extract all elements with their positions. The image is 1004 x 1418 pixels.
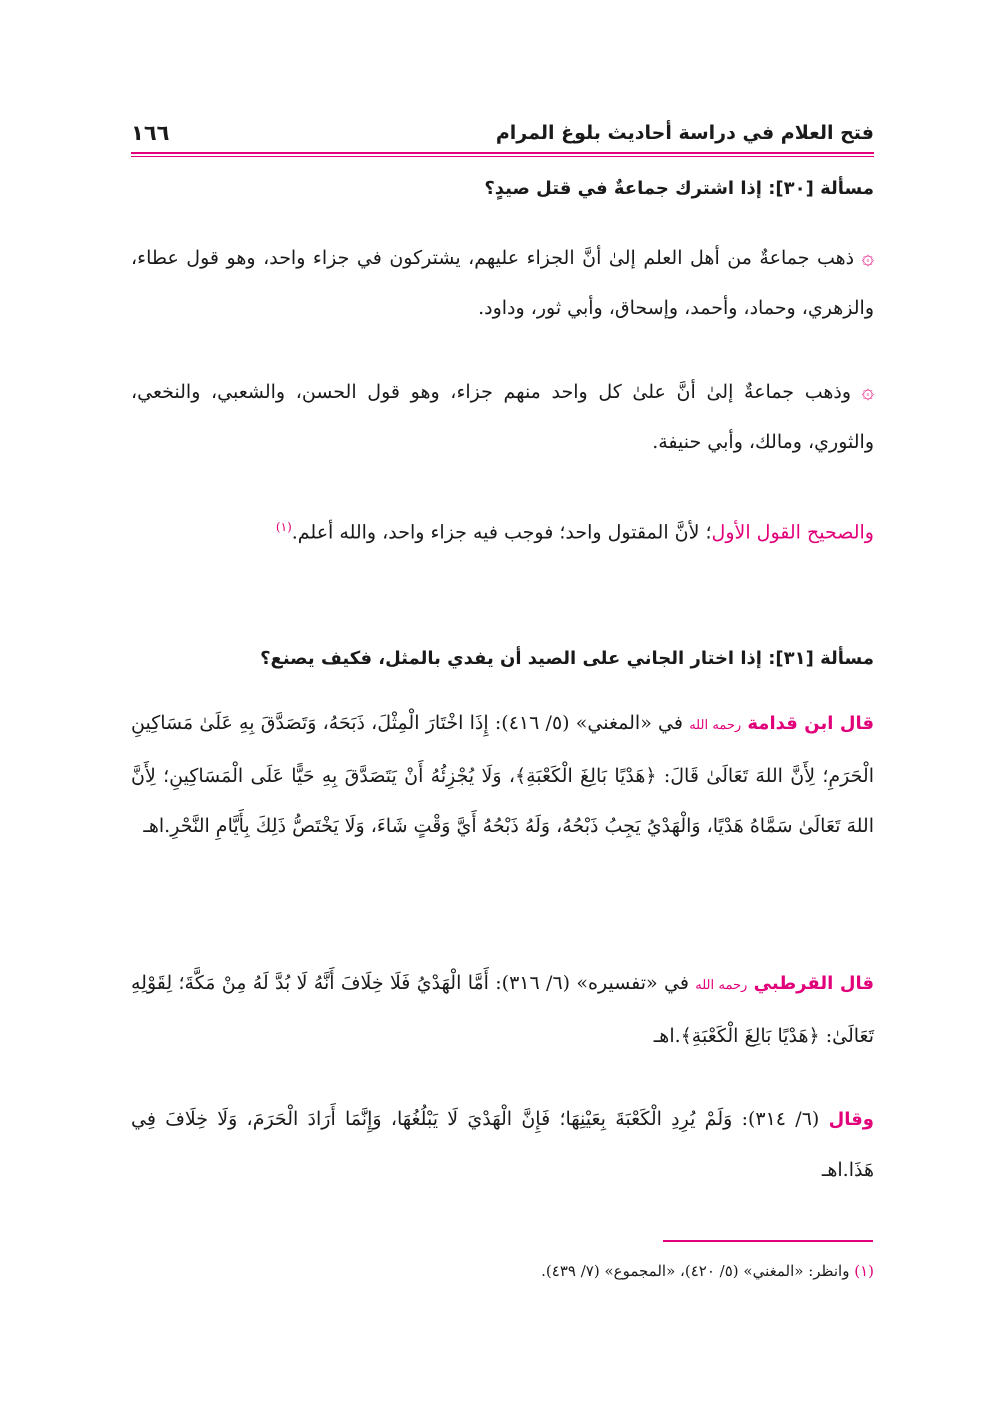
header-rule-thick — [131, 152, 874, 154]
footnote-reference: (١) — [275, 520, 292, 534]
ibn-qudama-quote: في «المغني» (٥/ ٤١٦): إِذَا اخْتَارَ الْمِثْلَ، ذَبَحَهُ، وَتَصَدَّقَ بِهِ عَلَىٰ مَسَاكِينِ الْحَرَمِ؛ لِأَنَّ اللهَ تَعَالَىٰ قَالَ: ﴿هَدْيًا بَالِغَ الْكَعْبَةِ﴾، وَلَا يُجْزِئُهُ أَنْ يَتَصَدَّقَ بِهِ حَيًّا عَلَى الْمَسَاكِينِ؛ لِأَنَّ اللهَ تَعَالَىٰ سَمَّاهُ هَدْيًا، وَالْهَدْيُ يَجِبُ ذَبْحُهُ، وَلَهُ ذَبْحُهُ أَيَّ وَقْتٍ شَاءَ، وَلَا يَخْتَصُّ ذَلِكَ بِأَيَّامِ النَّحْرِ.اهـ — [131, 712, 874, 837]
honorific-glyph: رحمه الله — [695, 978, 748, 993]
opinion-1-text: ذهب جماعةٌ من أهل العلم إلىٰ أنَّ الجزاء عليهم، يشتركون في جزاء واحد، وهو قول عطاء، والزهري، وحماد، وأحمد، وإسحاق، وأبي ثور، وداود. — [131, 247, 874, 319]
conclusion-text: ؛ لأنَّ المقتول واحد؛ فوجب فيه جزاء واحد، والله أعلم. — [291, 521, 712, 544]
paragraph-opinion-2 — [131, 366, 874, 467]
flower-bullet-icon: ۞ — [861, 245, 874, 269]
footnote-text: وانظر: «المغني» (٥/ ٤٢٠)، «المجموع» (٧/ ٤٣٩). — [541, 1262, 850, 1280]
paragraph-ibn-qudama — [131, 698, 874, 851]
section-heading-31: مسألة [٣١]: إذا اختار الجاني على الصيد أن يفدي بالمثل، فكيف يصنع؟ — [260, 648, 874, 669]
ibn-qudama-label: قال ابن قدامة — [747, 713, 874, 734]
book-title: فتح العلام في دراسة أحاديث بلوغ المرام — [495, 122, 874, 144]
footnote — [131, 1262, 874, 1280]
opinion-2-text: وذهب جماعةٌ إلىٰ أنَّ علىٰ كل واحد منهم جزاء، وهو قول الحسن، والشعبي، والنخعي، والثوري، ومالك، وأبي حنيفة. — [131, 381, 874, 453]
paragraph-opinion-1 — [131, 232, 874, 333]
footnote-number: (١) — [854, 1262, 874, 1280]
conclusion-lead: والصحيح القول الأول — [711, 521, 874, 544]
paragraph-qurtubi-2 — [131, 1094, 874, 1195]
paragraph-qurtubi — [131, 958, 874, 1061]
flower-bullet-icon: ۞ — [861, 379, 874, 403]
qurtubi-quote: في «تفسيره» (٦/ ٣١٦): أَمَّا الْهَدْيُ فَلَا خِلَافَ أَنَّهُ لَا بُدَّ لَهُ مِنْ مَكَّةَ؛ لِقَوْلِهِ تَعَالَىٰ: ﴿هَدْيًا بَالِغَ الْكَعْبَةِ﴾.اهـ — [131, 972, 874, 1047]
page-number: ١٦٦ — [131, 121, 170, 145]
qurtubi-2-label: وقال — [828, 1109, 874, 1130]
honorific-glyph: رحمه الله — [689, 718, 742, 733]
running-header — [131, 118, 874, 148]
paragraph-conclusion — [131, 502, 874, 557]
footnote-rule — [663, 1240, 873, 1242]
section-heading-30: مسألة [٣٠]: إذا اشترك جماعةٌ في قتل صيدٍ؟ — [484, 178, 874, 199]
qurtubi-2-quote: (٦/ ٣١٤): وَلَمْ يُرِدِ الْكَعْبَةَ بِعَيْنِهَا؛ فَإِنَّ الْهَدْيَ لَا يَبْلُغُهَا، وَإِنَّمَا أَرَادَ الْحَرَمَ، وَلَا خِلَافَ فِي هَذَا.اهـ — [131, 1108, 874, 1181]
header-rule-thin — [131, 156, 874, 157]
qurtubi-label: قال القرطبي — [753, 973, 874, 994]
